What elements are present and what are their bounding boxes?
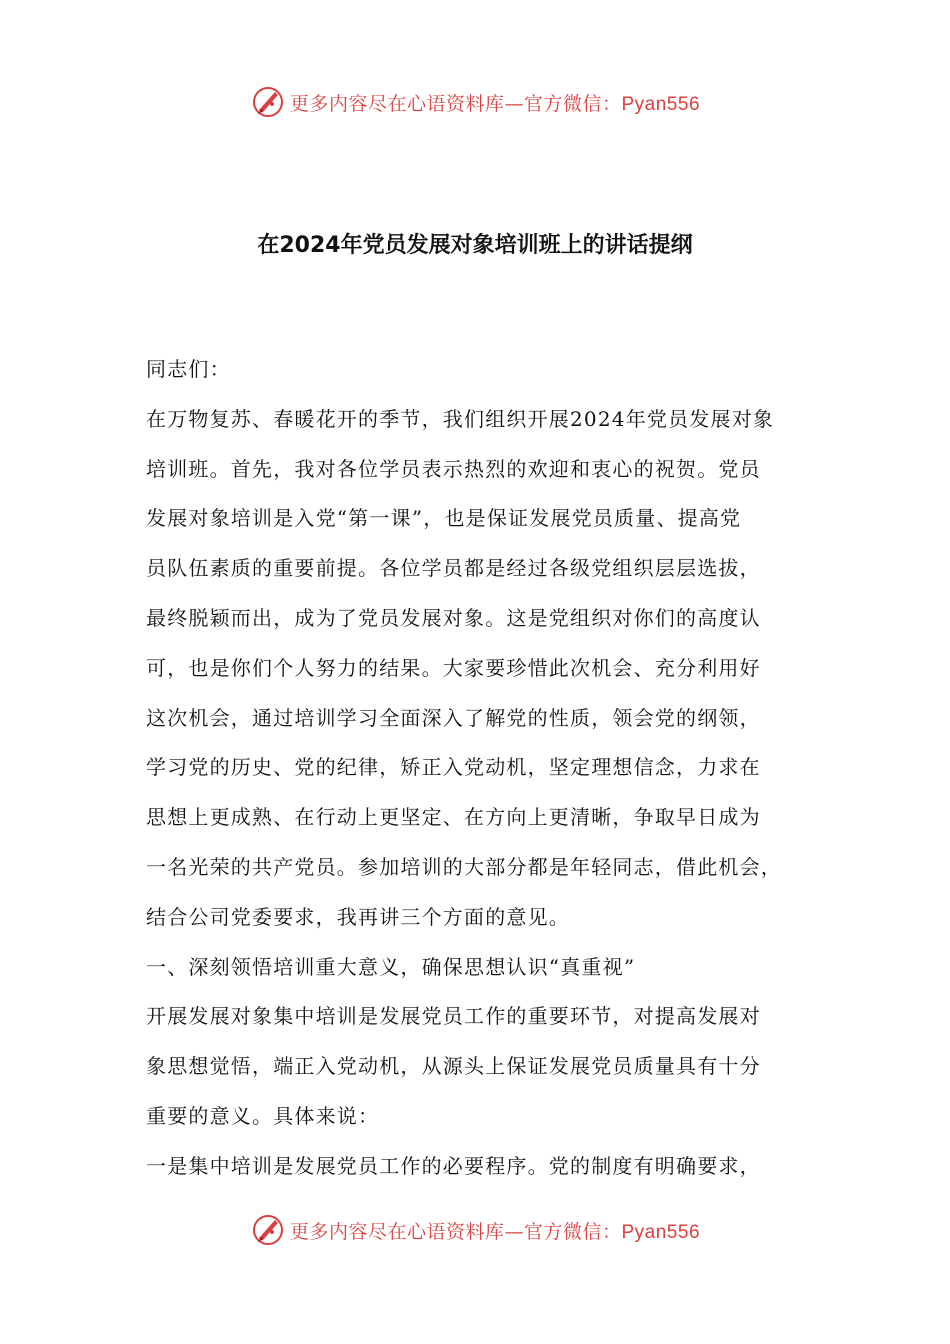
paragraph-line: 重要的意义。具体来说： bbox=[146, 1103, 380, 1128]
document-title: 在2024年党员发展对象培训班上的讲话提纲 bbox=[257, 233, 693, 258]
paragraph-line: 思想上更成熟、在行动上更坚定、在方向上更清晰，争取早日成为 bbox=[146, 805, 761, 830]
paragraph-line: 这次机会，通过培训学习全面深入了解党的性质，领会党的纲领， bbox=[146, 705, 761, 730]
paragraph-line: 一名光荣的共产党员。参加培训的大部分都是年轻同志，借此机会， bbox=[146, 854, 782, 879]
paragraph-line: 学习党的历史、党的纪律，矫正入党动机，坚定理想信念，力求在 bbox=[146, 755, 761, 780]
watermark-text: 更多内容尽在心语资料库—官方微信： bbox=[289, 92, 622, 115]
paragraph-line: 员队伍素质的重要前提。各位学员都是经过各级党组织层层选拔， bbox=[146, 556, 761, 581]
paragraph-line: 在万物复苏、春暖花开的季节，我们组织开展2024年党员发展对象 bbox=[146, 406, 775, 431]
paragraph-line: 可，也是你们个人努力的结果。大家要珍惜此次机会、充分利用好 bbox=[146, 655, 761, 680]
paragraph-line: 最终脱颖而出，成为了党员发展对象。这是党组织对你们的高度认 bbox=[146, 605, 761, 630]
paragraph-line: 结合公司党委要求，我再讲三个方面的意见。 bbox=[146, 904, 570, 929]
salutation: 同志们： bbox=[146, 357, 231, 381]
wechat-id: Pyan556 bbox=[621, 93, 701, 115]
paragraph-line: 象思想觉悟，端正入党动机，从源头上保证发展党员质量具有十分 bbox=[146, 1054, 761, 1079]
pen-logo-icon bbox=[250, 1212, 286, 1248]
document-body bbox=[146, 345, 816, 1192]
watermark-text: 更多内容尽在心语资料库—官方微信： bbox=[289, 1220, 622, 1243]
pen-logo-icon bbox=[250, 84, 286, 120]
paragraph-line: 发展对象培训是入党“第一课”，也是保证发展党员质量、提高党 bbox=[146, 506, 742, 531]
footer-watermark bbox=[0, 1210, 950, 1250]
paragraph-line: 开展发展对象集中培训是发展党员工作的重要环节，对提高发展对 bbox=[146, 1004, 761, 1029]
paragraph-line: 培训班。首先，我对各位学员表示热烈的欢迎和衷心的祝贺。党员 bbox=[146, 456, 761, 481]
wechat-id: Pyan556 bbox=[621, 1221, 701, 1243]
paragraph-line: 一是集中培训是发展党员工作的必要程序。党的制度有明确要求， bbox=[146, 1153, 761, 1178]
header-watermark bbox=[0, 82, 950, 122]
section-heading: 一、深刻领悟培训重大意义，确保思想认识“真重视” bbox=[146, 954, 636, 979]
